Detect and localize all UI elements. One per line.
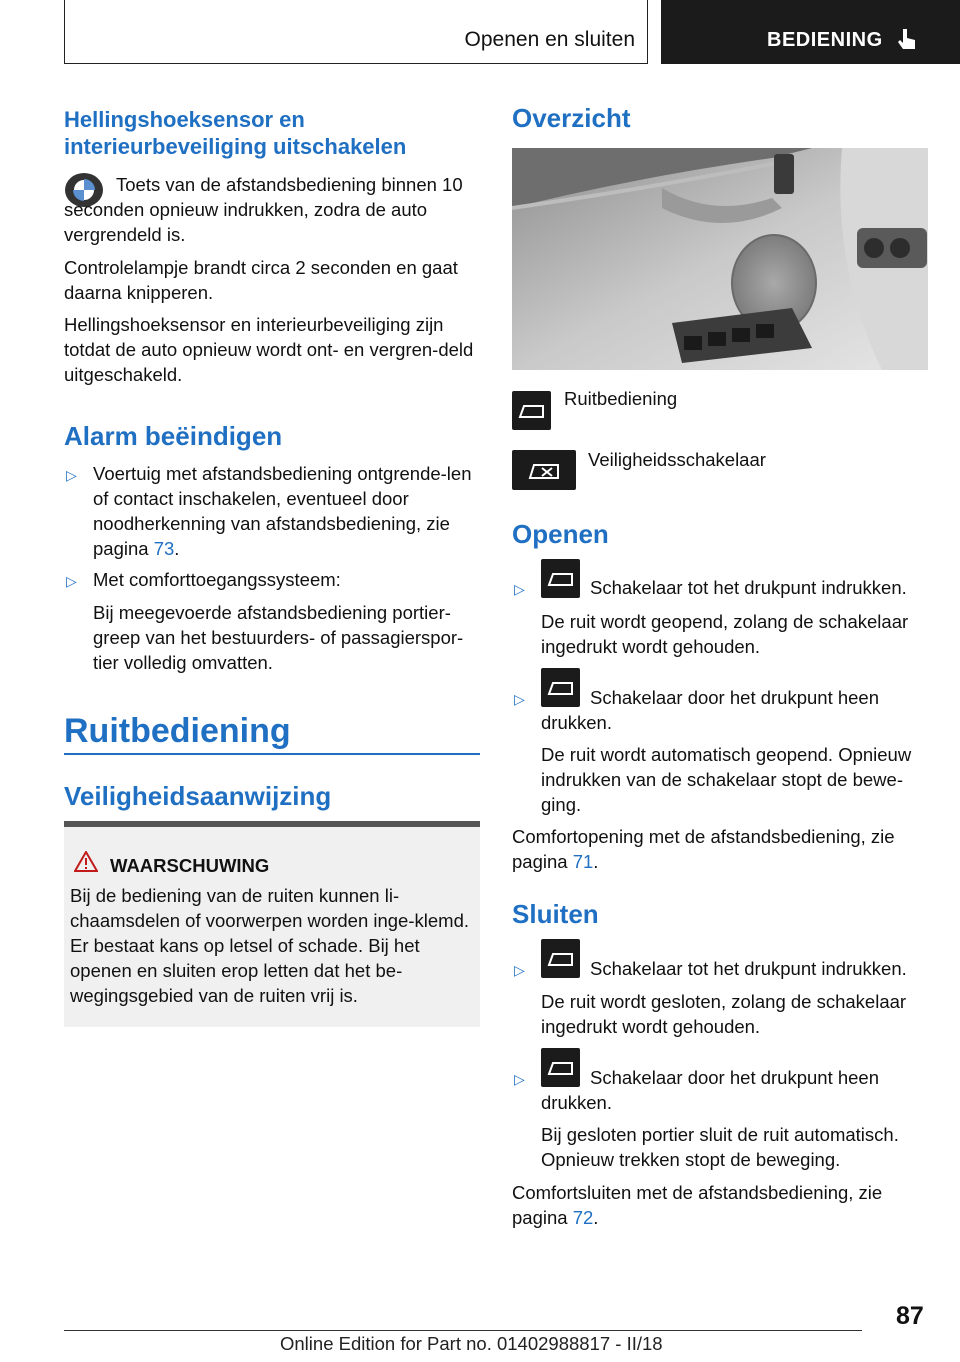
open-step-2: Schakelaar door het drukpunt heen [590, 687, 880, 708]
bullet-marker: ▷ [66, 467, 77, 483]
safety-switch-icon [512, 450, 576, 490]
open-step-2-sub: De ruit wordt automatisch geopend. Opnieuw indrukken van de schakelaar stopt de bewe-ging. [541, 744, 912, 815]
heading-disable-sensor: Hellingshoeksensor en interieurbeveiliging uitschakelen [64, 107, 407, 159]
open-step-1: Schakelaar tot het drukpunt indrukken. [590, 577, 907, 598]
footer-edition: Online Edition for Part no. 01402988817 - II/18 [280, 1333, 663, 1354]
heading-open: Openen [512, 519, 609, 549]
close-step-1-sub: De ruit wordt gesloten, zolang de schakelaar ingedrukt wordt gehouden. [541, 991, 907, 1037]
open-step-2-cont: drukken. [541, 712, 612, 733]
comfort-opening: Comfortopening met de afstandsbediening, zie pagina 71. [512, 826, 895, 872]
heading-safety: Veiligheidsaanwijzing [64, 781, 332, 811]
bullet-alarm-2-sub: Bij meegevoerde afstandsbediening portier-greep van het bestuurders- of passagierspor-tier volledig omvatten. [93, 602, 464, 673]
close-step-1: Schakelaar tot het drukpunt indrukken. [590, 958, 907, 979]
warning-title: WAARSCHUWING [110, 855, 270, 876]
bullet-marker: ▷ [514, 691, 525, 707]
bullet-alarm-2: Met comforttoegangssysteem: [93, 569, 341, 590]
footer-rule [64, 1330, 862, 1331]
window-switch-icon [512, 391, 551, 430]
bullet-alarm-1: Voertuig met afstandsbediening ontgrende-len of contact inschakelen, eventueel door noodherkenning van afstandsbediening, zie pagina 73. [93, 463, 472, 559]
page-number: 87 [896, 1302, 924, 1330]
warning-triangle-icon [74, 851, 98, 872]
close-step-2-sub: Bij gesloten portier sluit de ruit automatisch. Opnieuw trekken stopt de beweging. [541, 1124, 899, 1170]
hand-pointer-icon [897, 27, 919, 53]
chapter-tab-label: BEDIENING [767, 29, 883, 51]
window-switch-close-auto-icon [541, 1048, 580, 1087]
bullet-marker: ▷ [66, 573, 77, 589]
bullet-marker: ▷ [514, 962, 525, 978]
paragraph-disable-1: Toets van de afstandsbediening binnen 10 seconden opnieuw indrukken, zodra de auto vergrendeld is. [64, 174, 463, 245]
legend-safety-switch: Veiligheidsschakelaar [588, 449, 766, 470]
close-step-2: Schakelaar door het drukpunt heen [590, 1067, 880, 1088]
close-step-2-cont: drukken. [541, 1092, 612, 1113]
running-header [64, 0, 648, 64]
legend-window-control: Ruitbediening [564, 388, 678, 409]
open-step-1-sub: De ruit wordt geopend, zolang de schakelaar ingedrukt wordt gehouden. [541, 611, 909, 657]
paragraph-disable-3: Hellingshoeksensor en interieurbeveiliging zijn totdat de auto opnieuw wordt ont- en vergren-deld uitgeschakeld. [64, 314, 474, 385]
door-panel-photo [512, 148, 928, 370]
window-switch-open-auto-icon [541, 668, 580, 707]
bullet-marker: ▷ [514, 1071, 525, 1087]
heading-close: Sluiten [512, 899, 599, 929]
paragraph-disable-2: Controlelampje brandt circa 2 seconden en gaat daarna knipperen. [64, 257, 458, 303]
chapter-tab[interactable] [661, 0, 960, 64]
warning-text: Bij de bediening van de ruiten kunnen li-chaamsdelen of voorwerpen worden inge-klemd. Er bestaat kans op letsel of schade. Bij het openen en sluiten erop letten dat het be-wegingsgebied van de ruiten vrij is. [70, 885, 469, 1006]
heading-ruitbediening: Ruitbediening [64, 712, 291, 750]
heading-overview: Overzicht [512, 103, 631, 133]
bullet-marker: ▷ [514, 581, 525, 597]
heading-alarm: Alarm beëindigen [64, 421, 283, 451]
comfort-closing: Comfortsluiten met de afstandsbediening, zie pagina 72. [512, 1182, 883, 1228]
heading-rule [64, 753, 480, 755]
section-title: Openen en sluiten [464, 28, 635, 51]
window-switch-close-icon [541, 939, 580, 978]
page-link-72[interactable]: 72 [572, 1207, 594, 1228]
page-link-71[interactable]: 71 [572, 851, 594, 872]
window-switch-open-icon [541, 559, 580, 598]
page-link-73[interactable]: 73 [153, 538, 175, 559]
warning-box [64, 821, 480, 1027]
